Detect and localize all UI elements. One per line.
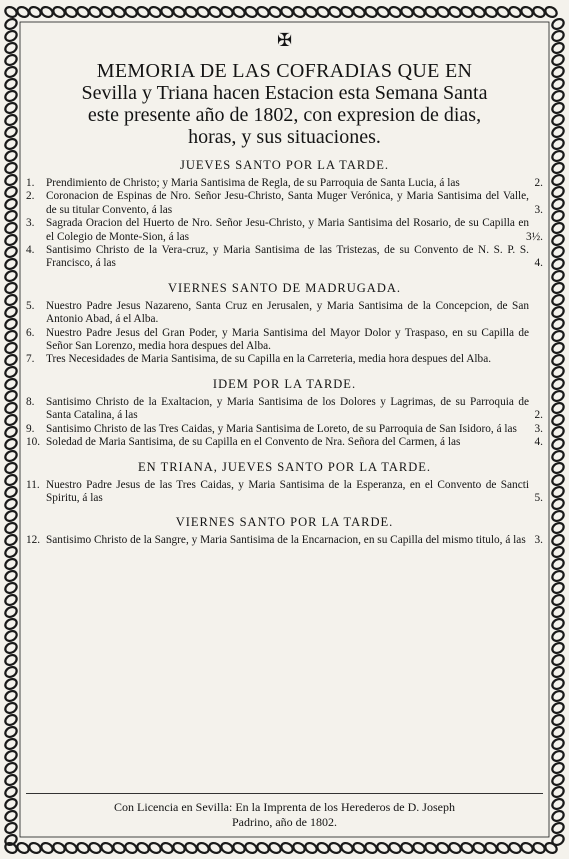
- border-link: [16, 841, 31, 855]
- border-link: [196, 841, 211, 855]
- border-link: [551, 341, 566, 355]
- border-link: [352, 5, 367, 19]
- border-link: [256, 841, 271, 855]
- border-link: [4, 197, 19, 211]
- border-link: [4, 821, 19, 835]
- border-link: [551, 137, 566, 151]
- border-link: [551, 365, 566, 379]
- title-line-3: este presente año de 1802, con expresion de dias,: [87, 104, 482, 126]
- border-link: [551, 737, 566, 751]
- border-link: [40, 5, 55, 19]
- border-link: [551, 281, 566, 295]
- border-link: [328, 5, 343, 19]
- border-link: [4, 785, 19, 799]
- entry-hour: 2.: [534, 177, 543, 189]
- entry-number: 5.: [26, 299, 35, 312]
- procession-entry: [26, 190, 543, 217]
- entry-hour: 3½.: [526, 230, 543, 243]
- border-link: [352, 841, 367, 855]
- border-link: [551, 605, 566, 619]
- border-link: [4, 809, 19, 823]
- procession-entry: [26, 300, 543, 327]
- border-link: [4, 605, 19, 619]
- entry-number: 10.: [26, 436, 41, 449]
- border-link: [196, 5, 211, 19]
- border-link: [4, 617, 19, 631]
- border-link: [28, 841, 43, 855]
- border-link: [551, 401, 566, 415]
- border-link: [551, 353, 566, 367]
- entry-hour: 3.: [534, 534, 543, 547]
- border-link: [4, 125, 19, 139]
- border-link: [551, 653, 566, 667]
- border-link: [551, 329, 566, 343]
- border-link: [544, 5, 559, 19]
- entry-hour: 2.: [534, 409, 543, 422]
- border-link: [4, 773, 19, 787]
- border-link: [4, 641, 19, 655]
- title-line-2: Sevilla y Triana hacen Estacion esta Semana Santa: [81, 82, 488, 104]
- border-link: [292, 5, 307, 19]
- border-link: [551, 689, 566, 703]
- procession-entry: [26, 423, 543, 436]
- border-link: [551, 197, 566, 211]
- border-link: [551, 101, 566, 115]
- border-link: [448, 5, 463, 19]
- entry-number: 11.: [26, 478, 40, 491]
- entry-text: Prendimiento de Christo; y Maria Santisima de Regla, de su Parroquia de Santa Lucia, á las: [46, 177, 460, 189]
- border-link: [160, 5, 175, 19]
- border-link: [496, 841, 511, 855]
- border-link: [520, 5, 535, 19]
- border-link: [388, 841, 403, 855]
- entry-number: 1.: [26, 177, 35, 189]
- border-link: [551, 593, 566, 607]
- section-heading: EN TRIANA, JUEVES SANTO POR LA TARDE.: [138, 459, 431, 474]
- border-link: [551, 269, 566, 283]
- border-link: [4, 437, 19, 451]
- border-link: [4, 413, 19, 427]
- entry-hour: 3.: [534, 203, 543, 216]
- border-link: [4, 89, 19, 103]
- border-link: [4, 713, 19, 727]
- border-link: [244, 841, 259, 855]
- imprint-line-2: Padrino, año de 1802.: [232, 815, 337, 829]
- border-link: [551, 569, 566, 583]
- border-link: [551, 185, 566, 199]
- border-link: [551, 17, 566, 31]
- border-link: [136, 841, 151, 855]
- border-link: [551, 725, 566, 739]
- border-link: [4, 29, 19, 43]
- border-link: [100, 5, 115, 19]
- border-link: [4, 389, 19, 403]
- border-link: [52, 5, 67, 19]
- border-link: [4, 521, 19, 535]
- border-link: [172, 5, 187, 19]
- border-link: [76, 5, 91, 19]
- border-link: [551, 617, 566, 631]
- border-link: [208, 5, 223, 19]
- border-link: [4, 725, 19, 739]
- border-link: [551, 785, 566, 799]
- entry-text: Santisimo Christo de la Exaltacion, y Maria Santisima de los Dolores y Lagrimas, de su Parroquia de Santa Catalina, á las: [46, 395, 529, 422]
- border-link: [4, 329, 19, 343]
- border-link: [112, 5, 127, 19]
- border-link: [4, 149, 19, 163]
- border-link: [316, 841, 331, 855]
- border-link: [460, 5, 475, 19]
- border-link: [4, 581, 19, 595]
- border-link: [4, 545, 19, 559]
- border-link: [551, 209, 566, 223]
- border-link: [4, 677, 19, 691]
- border-link: [532, 5, 547, 19]
- border-link: [4, 737, 19, 751]
- border-link: [551, 485, 566, 499]
- border-link: [4, 65, 19, 79]
- border-link: [4, 701, 19, 715]
- procession-entry: [26, 534, 543, 547]
- border-link: [4, 461, 19, 475]
- border-link: [551, 449, 566, 463]
- border-link: [551, 809, 566, 823]
- border-link: [551, 317, 566, 331]
- entry-hour: 5.: [534, 491, 543, 504]
- border-link: [4, 77, 19, 91]
- border-link: [4, 377, 19, 391]
- border-link: [76, 841, 91, 855]
- border-link: [412, 841, 427, 855]
- border-link: [551, 245, 566, 259]
- border-link: [184, 841, 199, 855]
- border-link: [148, 5, 163, 19]
- border-link: [40, 841, 55, 855]
- border-link: [544, 841, 559, 855]
- document-body: [26, 30, 543, 830]
- border-link: [551, 389, 566, 403]
- border-link: [340, 5, 355, 19]
- border-link: [551, 161, 566, 175]
- border-link: [160, 841, 175, 855]
- border-link: [4, 173, 19, 187]
- border-link: [551, 413, 566, 427]
- border-link: [4, 209, 19, 223]
- entry-number: 7.: [26, 353, 35, 366]
- border-link: [551, 629, 566, 643]
- border-link: [551, 533, 566, 547]
- border-link: [551, 497, 566, 511]
- section-heading: JUEVES SANTO POR LA TARDE.: [180, 158, 389, 172]
- border-link: [551, 545, 566, 559]
- border-link: [304, 841, 319, 855]
- border-link: [100, 841, 115, 855]
- border-link: [551, 125, 566, 139]
- border-link: [424, 841, 439, 855]
- border-link: [4, 137, 19, 151]
- border-link: [4, 41, 19, 55]
- border-link: [4, 17, 19, 31]
- border-link: [4, 269, 19, 283]
- entry-hour: 3.: [534, 422, 543, 435]
- procession-entry: [26, 436, 543, 449]
- border-link: [551, 641, 566, 655]
- border-link: [551, 473, 566, 487]
- entry-number: 8.: [26, 395, 35, 408]
- entry-text: Santisimo Christo de la Vera-cruz, y Maria Santisima de las Tristezas, de su Convento de N. S. P. S. Francisco, á las: [46, 244, 529, 270]
- border-link: [88, 841, 103, 855]
- border-link: [364, 5, 379, 19]
- border-link: [551, 113, 566, 127]
- border-link: [508, 5, 523, 19]
- section-heading: IDEM POR LA TARDE.: [212, 376, 357, 391]
- border-link: [551, 521, 566, 535]
- border-link: [268, 841, 283, 855]
- entry-number: 2.: [26, 190, 35, 203]
- border-link: [292, 841, 307, 855]
- border-link: [364, 841, 379, 855]
- border-link: [4, 689, 19, 703]
- border-link: [551, 29, 566, 43]
- border-link: [4, 485, 19, 499]
- border-link: [4, 245, 19, 259]
- border-link: [424, 5, 439, 19]
- border-link: [412, 5, 427, 19]
- document-title: [30, 60, 539, 148]
- border-link: [64, 5, 79, 19]
- border-link: [551, 149, 566, 163]
- border-link: [520, 841, 535, 855]
- border-link: [472, 841, 487, 855]
- border-link: [4, 509, 19, 523]
- entry-text: Tres Necesidades de Maria Santisima, de su Capilla en la Carreteria, media hora despues del Alba.: [46, 353, 492, 366]
- border-link: [551, 677, 566, 691]
- entry-number: 4.: [26, 244, 35, 257]
- border-link: [4, 221, 19, 235]
- border-link: [4, 365, 19, 379]
- border-link: [460, 841, 475, 855]
- border-link: [376, 841, 391, 855]
- border-link: [88, 5, 103, 19]
- border-link: [4, 665, 19, 679]
- border-link: [551, 713, 566, 727]
- border-link: [136, 5, 151, 19]
- entry-number: 6.: [26, 326, 35, 339]
- border-link: [244, 5, 259, 19]
- border-link: [484, 841, 499, 855]
- border-link: [4, 569, 19, 583]
- border-link: [148, 841, 163, 855]
- title-line-4: horas, y sus situaciones.: [188, 126, 381, 148]
- border-link: [4, 161, 19, 175]
- border-link: [436, 841, 451, 855]
- border-link: [280, 5, 295, 19]
- entry-text: Santisimo Christo de las Tres Caidas, y Maria Santisima de Loreto, de su Parroquia de San Isidoro, á las: [46, 422, 517, 435]
- section-heading: VIERNES SANTO DE MADRUGADA.: [167, 280, 402, 295]
- entry-text: Sagrada Oracion del Huerto de Nro. Señor Jesu-Christo, y Maria Santisima del Rosario, de su Capilla en el Colegio de Monte-Sion, á las: [46, 217, 529, 243]
- border-link: [4, 317, 19, 331]
- border-link: [256, 5, 271, 19]
- procession-entry: [26, 327, 543, 354]
- entry-text: Nuestro Padre Jesus de las Tres Caidas, y Maria Santisima de la Esperanza, en el Convento de Sancti Spiritu, á las: [46, 478, 529, 504]
- border-link: [484, 5, 499, 19]
- border-link: [551, 665, 566, 679]
- border-link: [551, 749, 566, 763]
- border-link: [551, 257, 566, 271]
- border-link: [4, 401, 19, 415]
- border-link: [4, 629, 19, 643]
- border-link: [4, 593, 19, 607]
- border-link: [4, 557, 19, 571]
- border-link: [112, 841, 127, 855]
- entry-text: Soledad de Maria Santisima, de su Capilla en el Convento de Nra. Señora del Carmen, á las: [46, 436, 461, 449]
- border-link: [340, 841, 355, 855]
- imprint-line-1: Con Licencia en Sevilla: En la Imprenta de los Herederos de D. Joseph: [114, 800, 455, 814]
- border-link: [4, 797, 19, 811]
- border-link: [4, 101, 19, 115]
- border-link: [172, 841, 187, 855]
- border-link: [232, 5, 247, 19]
- title-line-1: MEMORIA DE LAS COFRADIAS QUE EN: [96, 60, 473, 82]
- border-link: [400, 5, 415, 19]
- entry-hour: 4.: [534, 436, 543, 449]
- entry-number: 12.: [26, 534, 41, 547]
- border-link: [4, 233, 19, 247]
- border-link: [232, 841, 247, 855]
- border-link: [4, 497, 19, 511]
- border-link: [551, 821, 566, 835]
- border-link: [448, 841, 463, 855]
- border-link: [551, 41, 566, 55]
- border-link: [508, 841, 523, 855]
- border-link: [551, 221, 566, 235]
- border-link: [208, 841, 223, 855]
- border-link: [316, 5, 331, 19]
- entry-text: Nuestro Padre Jesus Nazareno, Santa Cruz en Jerusalen, y Maria Santisima de la Concepcion, de San Antonio Abad, á el Alba.: [46, 299, 529, 326]
- border-link: [4, 653, 19, 667]
- border-link: [4, 425, 19, 439]
- border-link: [4, 293, 19, 307]
- border-link: [4, 473, 19, 487]
- procession-entry: [26, 353, 543, 366]
- border-link: [551, 437, 566, 451]
- border-link: [16, 5, 31, 19]
- border-link: [4, 749, 19, 763]
- border-link: [376, 5, 391, 19]
- border-link: [551, 377, 566, 391]
- entry-number: 9.: [26, 422, 35, 435]
- border-link: [551, 761, 566, 775]
- border-link: [4, 257, 19, 271]
- border-link: [268, 5, 283, 19]
- border-link: [551, 89, 566, 103]
- border-link: [551, 701, 566, 715]
- border-link: [4, 53, 19, 67]
- border-link: [124, 841, 139, 855]
- border-link: [551, 65, 566, 79]
- cross-ornament-icon: ✠: [276, 30, 293, 51]
- procession-entry: [26, 217, 543, 244]
- border-link: [400, 841, 415, 855]
- section-heading: VIERNES SANTO POR LA TARDE.: [175, 515, 394, 530]
- procession-entry: [26, 479, 543, 506]
- border-link: [328, 841, 343, 855]
- entry-number: 3.: [26, 217, 35, 230]
- entry-text: Coronacion de Espinas de Nro. Señor Jesu-Christo, Santa Muger Verónica, y Maria Santisima del Valle, de su titular Convento, á las: [46, 190, 529, 216]
- procession-entry: [26, 177, 543, 190]
- border-link: [551, 581, 566, 595]
- border-link: [551, 509, 566, 523]
- border-link: [551, 425, 566, 439]
- procession-entry: [26, 396, 543, 423]
- border-link: [496, 5, 511, 19]
- border-link: [4, 305, 19, 319]
- border-link: [4, 113, 19, 127]
- border-link: [52, 841, 67, 855]
- border-link: [551, 773, 566, 787]
- border-link: [551, 233, 566, 247]
- border-link: [4, 353, 19, 367]
- border-link: [551, 797, 566, 811]
- border-link: [4, 5, 19, 19]
- border-link: [28, 5, 43, 19]
- border-link: [4, 341, 19, 355]
- border-link: [4, 533, 19, 547]
- border-link: [64, 841, 79, 855]
- border-link: [4, 185, 19, 199]
- entry-text: Nuestro Padre Jesus del Gran Poder, y Maria Santisima del Mayor Dolor y Traspaso, en su Capilla de Señor San Lorenzo, media hora despues del Alba.: [46, 326, 529, 353]
- border-link: [532, 841, 547, 855]
- border-link: [388, 5, 403, 19]
- border-link: [220, 841, 235, 855]
- border-link: [551, 305, 566, 319]
- border-link: [551, 461, 566, 475]
- border-link: [184, 5, 199, 19]
- entry-text: Santisimo Christo de la Sangre, y Maria Santisima de la Encarnacion, en su Capilla del mismo titulo, á las: [46, 534, 526, 547]
- border-link: [4, 761, 19, 775]
- border-link: [551, 557, 566, 571]
- entry-hour: 4.: [534, 257, 543, 270]
- border-link: [4, 281, 19, 295]
- border-link: [551, 77, 566, 91]
- border-link: [280, 841, 295, 855]
- border-link: [551, 53, 566, 67]
- printer-imprint: [26, 793, 543, 830]
- border-link: [436, 5, 451, 19]
- border-link: [124, 5, 139, 19]
- border-link: [472, 5, 487, 19]
- border-link: [551, 293, 566, 307]
- border-link: [4, 449, 19, 463]
- border-link: [304, 5, 319, 19]
- procession-entry: [26, 244, 543, 271]
- border-link: [551, 173, 566, 187]
- border-link: [220, 5, 235, 19]
